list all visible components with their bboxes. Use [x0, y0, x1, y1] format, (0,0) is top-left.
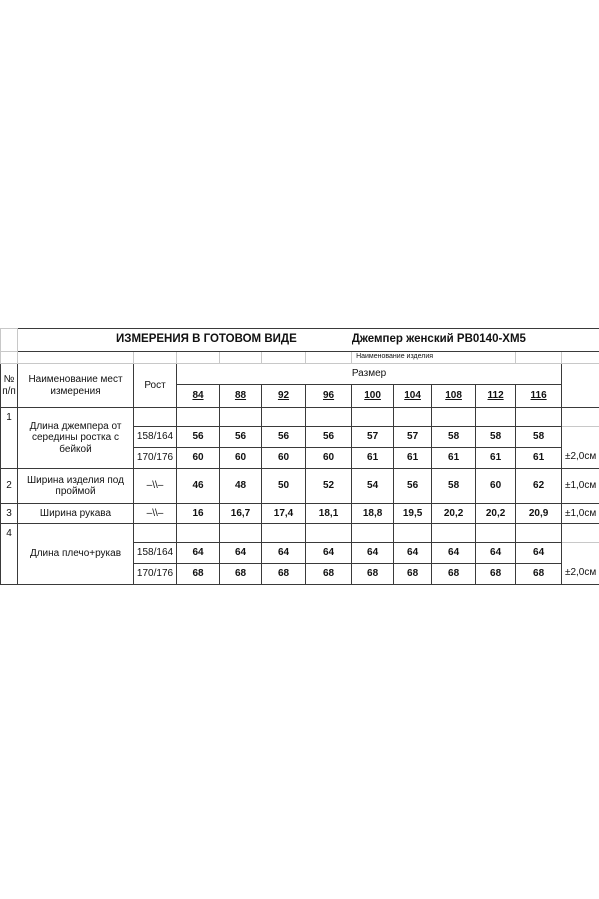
corner-cell: [1, 329, 18, 352]
value-cell: 56: [394, 469, 432, 504]
size-cell: [476, 385, 516, 408]
value-cell: 61: [394, 448, 432, 469]
table-body: [1, 408, 599, 585]
value-cell: 57: [394, 427, 432, 448]
value-cell: 61: [516, 448, 562, 469]
value-cell: 16: [177, 504, 220, 524]
value-cell: 68: [476, 564, 516, 585]
value-cell: 68: [352, 564, 394, 585]
spacer-row: [1, 408, 599, 427]
tolerance-cell: ±2,0см: [562, 427, 599, 469]
value-cell: 56: [177, 427, 220, 448]
row-number: 3: [1, 504, 18, 524]
value-cell: 64: [516, 543, 562, 564]
size-label: 88: [234, 390, 247, 402]
value-cell: 62: [516, 469, 562, 504]
value-cell: 46: [177, 469, 220, 504]
value-cell: 20,2: [432, 504, 476, 524]
product-caption: Наименование изделия: [352, 352, 516, 364]
value-cell: 68: [177, 564, 220, 585]
size-cell: [394, 385, 432, 408]
measurement-sheet: [0, 328, 599, 585]
value-cell: 58: [432, 427, 476, 448]
table-row: [1, 504, 599, 524]
value-cell: 60: [306, 448, 352, 469]
size-label: 100: [364, 390, 381, 402]
value-cell: 18,8: [352, 504, 394, 524]
tolerance-cell: ±1,0см: [562, 469, 599, 504]
height-cell: 158/164: [134, 543, 177, 564]
value-cell: 64: [394, 543, 432, 564]
table-row: [1, 469, 599, 504]
value-cell: 50: [262, 469, 306, 504]
tolerance-cell: ±2,0см: [562, 543, 599, 585]
value-cell: 64: [306, 543, 352, 564]
value-cell: 48: [220, 469, 262, 504]
value-cell: 60: [262, 448, 306, 469]
measure-name: Длина плечо+рукав: [18, 524, 134, 585]
value-cell: 20,9: [516, 504, 562, 524]
sizes-header: Размер: [177, 364, 562, 385]
height-cell: –\\–: [134, 504, 177, 524]
tolerance-header: [562, 364, 599, 408]
height-header: Рост: [134, 364, 177, 408]
size-cell: [220, 385, 262, 408]
value-cell: 52: [306, 469, 352, 504]
value-cell: 60: [476, 469, 516, 504]
height-cell: 170/176: [134, 564, 177, 585]
size-label: 108: [445, 390, 462, 402]
size-label: 116: [530, 390, 547, 402]
value-cell: 64: [476, 543, 516, 564]
value-cell: 56: [262, 427, 306, 448]
value-cell: 68: [306, 564, 352, 585]
value-cell: 64: [352, 543, 394, 564]
value-cell: 60: [220, 448, 262, 469]
height-cell: 170/176: [134, 448, 177, 469]
value-cell: 68: [394, 564, 432, 585]
size-cell: [262, 385, 306, 408]
value-cell: 68: [220, 564, 262, 585]
tolerance-cell: ±1,0см: [562, 504, 599, 524]
value-cell: 16,7: [220, 504, 262, 524]
measure-name: Длина джемпера от середины ростка с бейкой: [18, 408, 134, 469]
row-number: 1: [1, 408, 18, 469]
value-cell: 64: [177, 543, 220, 564]
value-cell: 64: [220, 543, 262, 564]
value-cell: 56: [306, 427, 352, 448]
value-cell: 18,1: [306, 504, 352, 524]
value-cell: 19,5: [394, 504, 432, 524]
name-header: Наименование мест измерения: [18, 364, 134, 408]
value-cell: 64: [262, 543, 306, 564]
size-cell: [352, 385, 394, 408]
measure-name: Ширина изделия под проймой: [18, 469, 134, 504]
sheet-title: ИЗМЕРЕНИЯ В ГОТОВОМ ВИДЕ: [18, 329, 352, 352]
height-cell: 158/164: [134, 427, 177, 448]
size-label: 84: [192, 390, 204, 402]
product-name: Джемпер женский РВ0140-ХМ5: [352, 329, 599, 352]
spacer-row: [1, 524, 599, 543]
value-cell: 68: [516, 564, 562, 585]
size-cell: [306, 385, 352, 408]
value-cell: 58: [476, 427, 516, 448]
value-cell: 61: [352, 448, 394, 469]
size-cell: [516, 385, 562, 408]
row-number: 4: [1, 524, 18, 585]
size-cell: [177, 385, 220, 408]
value-cell: 58: [516, 427, 562, 448]
value-cell: 17,4: [262, 504, 306, 524]
value-cell: 57: [352, 427, 394, 448]
value-cell: 68: [432, 564, 476, 585]
value-cell: 20,2: [476, 504, 516, 524]
row-number: 2: [1, 469, 18, 504]
size-label: 92: [277, 390, 290, 402]
size-cell: [432, 385, 476, 408]
value-cell: 61: [476, 448, 516, 469]
value-cell: 56: [220, 427, 262, 448]
value-cell: 54: [352, 469, 394, 504]
size-label: 96: [322, 390, 335, 402]
measurement-table: [0, 328, 599, 585]
size-label: 104: [404, 390, 421, 402]
measure-name: Ширина рукава: [18, 504, 134, 524]
value-cell: 60: [177, 448, 220, 469]
size-label: 112: [487, 390, 504, 402]
value-cell: 61: [432, 448, 476, 469]
value-cell: 58: [432, 469, 476, 504]
num-header: № п/п: [1, 364, 18, 408]
height-cell: –\\–: [134, 469, 177, 504]
value-cell: 64: [432, 543, 476, 564]
value-cell: 68: [262, 564, 306, 585]
